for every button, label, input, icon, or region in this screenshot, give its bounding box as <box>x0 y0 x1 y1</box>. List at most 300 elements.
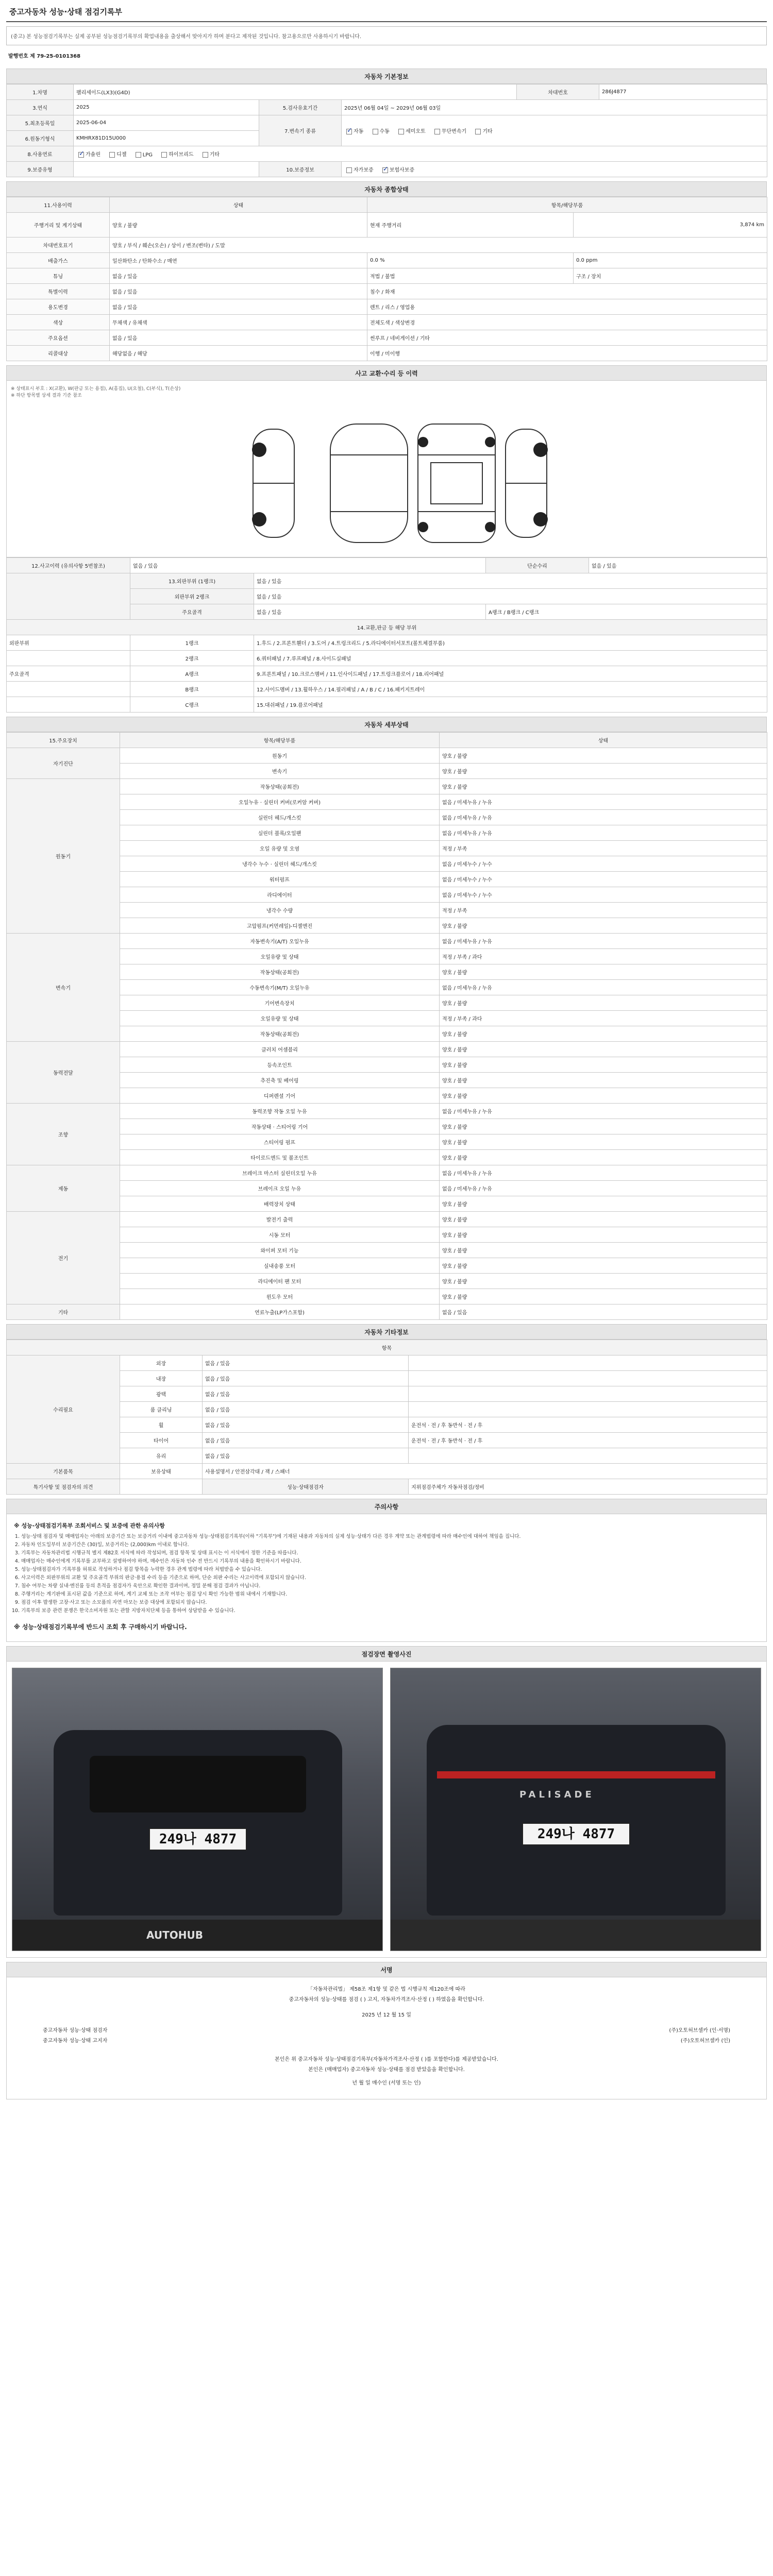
row-state: 무채색 / 유채색 <box>110 315 367 330</box>
row-detail: 전체도색 / 색상변경 <box>367 315 767 330</box>
section-detail: 자동차 세부상태 <box>6 717 767 732</box>
detail-item: 오일유량 및 상태 <box>120 1011 440 1026</box>
detail-state: 없음 / 미세누유 / 누유 <box>440 825 767 841</box>
row-state: 없음 / 있음 <box>110 330 367 346</box>
signer-value[interactable]: (주)오토허브셀카 (인·서명) <box>669 2028 730 2033</box>
detail-table <box>6 732 767 1320</box>
signer-value[interactable]: (주)오토허브셀카 (인) <box>680 2038 730 2044</box>
detail-row <box>7 825 767 841</box>
detail-row <box>7 1104 767 1119</box>
basic-label: 9.보증유형 <box>7 162 74 177</box>
car-outline-icon <box>11 398 763 553</box>
section-sign: 서명 <box>6 1962 767 1977</box>
row-label: 색상 <box>7 315 110 330</box>
detail-item: 고압펌프(커먼레일)-디젤엔진 <box>120 918 440 934</box>
other-group: 기본품목 <box>7 1464 120 1479</box>
detail-state: 적정 / 부족 / 과다 <box>440 1011 767 1026</box>
legend-text: ※ 하단 항목별 상세 결과 기준 참조 <box>11 393 82 398</box>
section-accident: 사고 교환·수리 등 이력 <box>6 365 767 381</box>
caution-item: 8. 주행거리는 계기판에 표시된 값을 기준으로 하며, 계기 교체 또는 조작 여부는 점검 당시 확인 가능한 범위 내에서 기재합니다. <box>21 1590 761 1599</box>
detail-item: 작동상태(공회전) <box>120 779 440 794</box>
row-state: 없음 / 있음 <box>110 268 367 284</box>
detail-state: 양호 / 불량 <box>440 964 767 980</box>
basic-label: 8.사용연료 <box>7 146 74 162</box>
detail-item: 스티어링 펌프 <box>120 1134 440 1150</box>
detail-row <box>7 1150 767 1165</box>
other-item: 보유상태 <box>120 1464 203 1479</box>
row-label: 외판부위 2랭크 <box>130 589 254 604</box>
sign-panel <box>6 1977 767 2099</box>
other-row <box>7 1402 767 1417</box>
detail-state: 양호 / 불량 <box>440 1134 767 1150</box>
detail-state: 양호 / 불량 <box>440 764 767 779</box>
other-state: 사용설명서 / 안전삼각대 / 잭 / 스패너 <box>203 1464 767 1479</box>
row-label: 특별이력 <box>7 284 110 299</box>
section-photo: 점검장면 촬영사진 <box>6 1646 767 1662</box>
section-other: 자동차 기타정보 <box>6 1324 767 1340</box>
section-caution: 주의사항 <box>6 1499 767 1514</box>
detail-state: 양호 / 불량 <box>440 1274 767 1289</box>
detail-item: 냉각수 수량 <box>120 903 440 918</box>
row-value: 0.0 ppm <box>574 253 767 268</box>
parts-rank: B랭크 <box>130 682 254 697</box>
other-extra <box>409 1402 767 1417</box>
detail-state: 없음 / 미세누유 / 누유 <box>440 980 767 995</box>
detail-item: 클러치 어셈블리 <box>120 1042 440 1057</box>
checkbox[interactable] <box>475 129 481 134</box>
other-row <box>7 1386 767 1402</box>
other-item: 광택 <box>120 1386 203 1402</box>
section-overall: 자동차 종합상태 <box>6 181 767 197</box>
detail-row <box>7 1165 767 1181</box>
detail-state: 없음 / 미세누유 / 누유 <box>440 1181 767 1196</box>
detail-state: 양호 / 불량 <box>440 995 767 1011</box>
detail-row <box>7 1243 767 1258</box>
detail-row <box>7 1227 767 1243</box>
col-header: 항목/해당부품 <box>120 733 440 748</box>
checkbox[interactable] <box>373 129 378 134</box>
legend-text: ※ 상태표시 부호 : X(교환), W(판금 또는 용접), A(흠집), U(요철), C(부식), T(손상) <box>11 386 181 392</box>
row-label: 용도변경 <box>7 299 110 315</box>
row-detail: 이행 / 미이행 <box>367 346 767 361</box>
detail-item: 작동상태(공회전) <box>120 1026 440 1042</box>
detail-group: 원동기 <box>7 779 120 934</box>
other-state: 없음 / 있음 <box>203 1371 409 1386</box>
taillight-icon <box>437 1771 715 1778</box>
section-basic: 자동차 기본정보 <box>6 69 767 84</box>
detail-item: 변속기 <box>120 764 440 779</box>
row-label: 배출가스 <box>7 253 110 268</box>
caution-item: 7. 침수 여부는 차량 실내·엔진룸 등의 흔적을 점검자가 육안으로 확인한 결과이며, 정밀 분해 점검 결과가 아닙니다. <box>21 1582 761 1590</box>
detail-item: 실내송풍 모터 <box>120 1258 440 1274</box>
watermark-brand: AUTOHUB <box>146 1929 203 1941</box>
col-header: 상태 <box>440 733 767 748</box>
detail-state: 양호 / 불량 <box>440 1088 767 1104</box>
checkbox[interactable] <box>382 167 388 173</box>
rear-photo <box>390 1668 761 1951</box>
parts-header: 14.교환,판금 등 해당 부위 <box>7 620 767 635</box>
checkbox[interactable] <box>203 152 208 158</box>
caution-heading: ※ 성능·상태점검기록부 조회서비스 및 보증에 관한 유의사항 <box>14 1522 165 1529</box>
parts-rank: 2랭크 <box>130 651 254 666</box>
detail-item: 기어변속장치 <box>120 995 440 1011</box>
sign-date: 2025 년 12 월 15 일 <box>362 2012 411 2018</box>
row-label: 12.사고이력 (유의사항 5번참조) <box>7 558 130 573</box>
detail-state: 양호 / 불량 <box>440 1289 767 1304</box>
sign-text: 「자동차관리법」 제58조 제1항 및 같은 법 시행규칙 제120조에 따라 <box>308 1987 465 1992</box>
other-extra <box>409 1355 767 1371</box>
basic-label: 1.차명 <box>7 84 74 100</box>
row-detail: 현재 주행거리 <box>367 213 574 238</box>
row-options: 없음 / 있음 <box>254 589 767 604</box>
document-title: 중고자동차 성능·상태 점검기록부 <box>6 0 767 22</box>
other-extra <box>409 1386 767 1402</box>
row-options: A랭크 / B랭크 / C랭크 <box>486 604 767 620</box>
detail-state: 양호 / 불량 <box>440 1150 767 1165</box>
detail-state: 양호 / 불량 <box>440 1243 767 1258</box>
row-detail: 0.0 % <box>367 253 574 268</box>
detail-row <box>7 779 767 794</box>
warranty-options: 자가보증 ✓ 보험사보증 <box>342 162 767 177</box>
detail-row <box>7 918 767 934</box>
row-options: 없음 / 있음 <box>589 558 767 573</box>
detail-item: 연료누출(LP가스포함) <box>120 1304 440 1320</box>
other-item: 휠 <box>120 1417 203 1433</box>
transmission-options: ✓ 자동 수동 세미오토 무단변속기 기타 <box>342 115 767 146</box>
parts-rank: C랭크 <box>130 697 254 713</box>
detail-state: 양호 / 불량 <box>440 1119 767 1134</box>
detail-item: 작동상태 · 스티어링 기어 <box>120 1119 440 1134</box>
caution-item: 5. 성능·상태점검자가 기록부를 허위로 작성하거나 점검 항목을 누락한 경우 관계 법령에 따라 처벌받을 수 있습니다. <box>21 1566 761 1574</box>
detail-group: 동력전달 <box>7 1042 120 1104</box>
lift-base <box>391 1920 761 1951</box>
detail-state: 양호 / 불량 <box>440 748 767 764</box>
detail-row <box>7 1304 767 1320</box>
row-state: 없음 / 있음 <box>110 284 367 299</box>
parts-group <box>7 697 130 713</box>
detail-group: 변속기 <box>7 934 120 1042</box>
parts-group <box>7 682 130 697</box>
col-header: 항목 <box>7 1340 767 1355</box>
photo-panel <box>6 1662 767 1958</box>
checkbox[interactable] <box>109 152 115 158</box>
detail-row <box>7 1196 767 1212</box>
basic-label: 5.검사유효기간 <box>259 100 342 115</box>
caution-final: ※ 성능·상태점검기록부에 반드시 조회 후 구매하시기 바랍니다. <box>14 1623 187 1631</box>
checkbox[interactable] <box>346 129 352 134</box>
detail-row <box>7 887 767 903</box>
basic-table <box>6 84 767 177</box>
row-options: 없음 / 있음 <box>254 604 486 620</box>
detail-row <box>7 1026 767 1042</box>
row-label: 리콜대상 <box>7 346 110 361</box>
detail-row <box>7 995 767 1011</box>
parts-group: 외판부위 <box>7 635 130 651</box>
detail-item: 냉각수 누수 · 실린더 헤드/개스킷 <box>120 856 440 872</box>
opinion-value <box>120 1479 203 1495</box>
checkbox[interactable] <box>136 152 141 158</box>
row-options: 없음 / 있음 <box>254 573 767 589</box>
caution-list <box>12 1533 761 1615</box>
parts-rank: 1랭크 <box>130 635 254 651</box>
other-state: 없음 / 있음 <box>203 1417 409 1433</box>
detail-state: 적정 / 부족 <box>440 903 767 918</box>
other-item: 유리 <box>120 1448 203 1464</box>
detail-row <box>7 1073 767 1088</box>
detail-state: 없음 / 있음 <box>440 1304 767 1320</box>
parts-items: 6.쿼터패널 / 7.루프패널 / 8.사이드실패널 <box>254 651 767 666</box>
detail-item: 동력조향 작동 오일 누유 <box>120 1104 440 1119</box>
checkbox[interactable] <box>434 129 440 134</box>
detail-row <box>7 949 767 964</box>
basic-label: 차대번호 <box>517 84 599 100</box>
detail-state: 양호 / 불량 <box>440 1212 767 1227</box>
detail-state: 없음 / 미세누수 / 누수 <box>440 856 767 872</box>
opinion-label: 특기사항 및 점검자의 의견 <box>7 1479 120 1495</box>
row-label: 단순수리 <box>486 558 589 573</box>
detail-row <box>7 764 767 779</box>
other-item: 타이어 <box>120 1433 203 1448</box>
caution-item: 3. 기록부는 자동차관리법 시행규칙 별지 제82호 서식에 따라 작성되며, 점검 항목 및 상태 표시는 이 서식에서 정한 기준을 따릅니다. <box>21 1549 761 1557</box>
caution-item: 2. 자동차 인도일부터 보증기간은 (30)일, 보증거리는 (2,000)km 이내로 합니다. <box>21 1541 761 1549</box>
detail-row <box>7 1042 767 1057</box>
caution-item: 1. 성능·상태 점검자 및 매매업자는 아래의 보증기간 또는 보증거리 이내에 중고자동차 성능·상태점검기록부(이하 "기록부")에 기재된 내용과 자동차의 실제 성능·상태가 다른 경우 계약 또는 관계법령에 따라 매수인에 대하여 책임을 집니다. <box>21 1533 761 1541</box>
other-state: 없음 / 있음 <box>203 1448 409 1464</box>
caution-item: 4. 매매업자는 매수인에게 기록부를 교부하고 설명하여야 하며, 매수인은 자동차 인수 전 반드시 기록부의 내용을 확인하시기 바랍니다. <box>21 1557 761 1566</box>
detail-item: 추진축 및 베어링 <box>120 1073 440 1088</box>
row-label: 주행거리 및 계기상태 <box>7 213 110 238</box>
detail-row <box>7 1274 767 1289</box>
row-detail: 침수 / 화재 <box>367 284 767 299</box>
caution-panel <box>6 1514 767 1642</box>
basic-value: KMHRX81D15U000 <box>74 131 259 146</box>
detail-state: 양호 / 불량 <box>440 779 767 794</box>
front-photo <box>12 1668 383 1951</box>
row-label: 차대번호표기 <box>7 238 110 253</box>
certificate-number: 발행번호 제 79-25-0101368 <box>8 54 81 59</box>
row-value: 구조 / 장치 <box>574 268 767 284</box>
detail-group: 자기진단 <box>7 748 120 779</box>
col-header: 항목/해당부품 <box>367 197 767 213</box>
detail-row <box>7 1212 767 1227</box>
row-label <box>7 573 130 620</box>
row-value: 3,874 km <box>574 213 767 238</box>
other-extra: 운전석 · 전 / 후 동반석 · 전 / 후 <box>409 1433 767 1448</box>
detail-group: 기타 <box>7 1304 120 1320</box>
opinion-row <box>7 1479 767 1495</box>
detail-state: 없음 / 미세누유 / 누유 <box>440 1165 767 1181</box>
detail-row <box>7 841 767 856</box>
row-detail: 썬루프 / 네비게이션 / 기타 <box>367 330 767 346</box>
col-header: 15.주요장치 <box>7 733 120 748</box>
row-label: 주요골격 <box>130 604 254 620</box>
parts-group: 주요골격 <box>7 666 130 682</box>
detail-row <box>7 856 767 872</box>
detail-state: 없음 / 미세누유 / 누유 <box>440 794 767 810</box>
parts-items: 12.사이드멤버 / 13.휠하우스 / 14.필러패널 / A / B / C / 16.패키지트레이 <box>254 682 767 697</box>
notice-box: (중고) 본 성능점검기록부는 실제 공부된 성능점검기록부의 확업내용을 출상해서 맞아지가 하며 분다고 제작된 것입니다. 참고용으로만 사용하시기 바랍니다. <box>6 26 767 45</box>
other-group: 수리필요 <box>7 1355 120 1464</box>
checkbox[interactable] <box>161 152 167 158</box>
parts-items: 9.프론트패널 / 10.크로스멤버 / 11.인사이드패널 / 17.트렁크플로어 / 18.리어패널 <box>254 666 767 682</box>
other-item: 외장 <box>120 1355 203 1371</box>
other-row <box>7 1448 767 1464</box>
row-label: 튜닝 <box>7 268 110 284</box>
detail-item: 라디에이터 <box>120 887 440 903</box>
basic-label: 5.최초등록일 <box>7 115 74 131</box>
other-state: 없음 / 있음 <box>203 1402 409 1417</box>
detail-item: 오일유량 및 상태 <box>120 949 440 964</box>
other-item: 룸 클리닝 <box>120 1402 203 1417</box>
detail-item: 시동 모터 <box>120 1227 440 1243</box>
detail-item: 와이퍼 모터 기능 <box>120 1243 440 1258</box>
other-state: 없음 / 있음 <box>203 1355 409 1371</box>
detail-row <box>7 1289 767 1304</box>
row-state: 일산화탄소 / 탄화수소 / 매연 <box>110 253 367 268</box>
basic-label: 3.연식 <box>7 100 74 115</box>
row-state: 양호 / 불량 <box>110 213 367 238</box>
detail-group: 전기 <box>7 1212 120 1304</box>
detail-item: 타이로드엔드 및 볼조인트 <box>120 1150 440 1165</box>
detail-row <box>7 1119 767 1134</box>
detail-row <box>7 1181 767 1196</box>
detail-state: 양호 / 불량 <box>440 1073 767 1088</box>
detail-group: 조향 <box>7 1104 120 1165</box>
license-plate: 249나 4877 <box>522 1823 630 1845</box>
detail-row <box>7 810 767 825</box>
other-state: 없음 / 있음 <box>203 1386 409 1402</box>
parts-items: 1.후드 / 2.프론트휀더 / 3.도어 / 4.트렁크리드 / 5.라디에이터서포트(볼트체결부품) <box>254 635 767 651</box>
basic-label: 6.원동기형식 <box>7 131 74 146</box>
detail-row <box>7 1134 767 1150</box>
other-state: 없음 / 있음 <box>203 1433 409 1448</box>
detail-item: 디퍼렌셜 기어 <box>120 1088 440 1104</box>
basic-label: 7.변속기 종류 <box>259 115 342 146</box>
row-detail: 적법 / 불법 <box>367 268 574 284</box>
other-row <box>7 1355 767 1371</box>
checkbox[interactable] <box>398 129 404 134</box>
detail-state: 양호 / 불량 <box>440 1026 767 1042</box>
detail-item: 발전기 출력 <box>120 1212 440 1227</box>
detail-row <box>7 794 767 810</box>
row-label: 13.외판부위 (1랭크) <box>130 573 254 589</box>
detail-item: 실린더 헤드/개스킷 <box>120 810 440 825</box>
detail-state: 적정 / 부족 / 과다 <box>440 949 767 964</box>
document <box>6 0 767 2576</box>
sign-text: 중고자동차의 성능·상태를 점검 ( ) 고지, 자동차가격조사·산정 ( ) 하였음을 확인합니다. <box>289 1997 484 2003</box>
detail-item: 원동기 <box>120 748 440 764</box>
fuel-options: ✓ 가솔린 디젤 LPG 하이브리드 기타 <box>74 146 767 162</box>
opinion-label: 성능·상태점검자 <box>203 1479 409 1495</box>
overall-table <box>6 197 767 361</box>
detail-row <box>7 748 767 764</box>
detail-item: 등속조인트 <box>120 1057 440 1073</box>
sign-text: 본인은 (매매업자) 중고자동차 성능·상태를 점검 받았음을 확인합니다. <box>308 2067 465 2073</box>
caution-item: 6. 사고이력은 외판부위의 교환 및 주요골격 부위의 판금·용접 수리 등을 기준으로 하며, 단순 외판 수리는 사고이력에 포함되지 않습니다. <box>21 1574 761 1582</box>
other-table <box>6 1340 767 1495</box>
grille-icon <box>90 1756 306 1812</box>
other-row <box>7 1417 767 1433</box>
parts-group <box>7 651 130 666</box>
row-detail: 렌트 / 리스 / 영업용 <box>367 299 767 315</box>
detail-row <box>7 964 767 980</box>
detail-item: 오일 유량 및 오염 <box>120 841 440 856</box>
row-state: 없음 / 있음 <box>110 299 367 315</box>
other-extra <box>409 1371 767 1386</box>
detail-item: 배력장치 상태 <box>120 1196 440 1212</box>
detail-item: 작동상태(공회전) <box>120 964 440 980</box>
other-item: 내장 <box>120 1371 203 1386</box>
car-rear-icon <box>427 1725 726 1916</box>
receiver-line[interactable]: 년 월 일 매수인 (서명 또는 인) <box>352 2080 421 2086</box>
basic-value: 286J4877 <box>599 84 767 100</box>
col-header: 11.사용이력 <box>7 197 110 213</box>
detail-row <box>7 934 767 949</box>
caution-item: 9. 점검 이후 발생한 고장·사고 또는 소모품의 자연 마모는 보증 대상에 포함되지 않습니다. <box>21 1599 761 1607</box>
detail-item: 윈도우 모터 <box>120 1289 440 1304</box>
detail-state: 양호 / 불량 <box>440 1227 767 1243</box>
car-diagram <box>11 398 762 553</box>
row-label: 주요옵션 <box>7 330 110 346</box>
detail-state: 없음 / 미세누유 / 누유 <box>440 810 767 825</box>
detail-item: 수동변속기(M/T) 오일누유 <box>120 980 440 995</box>
other-row <box>7 1371 767 1386</box>
detail-row <box>7 872 767 887</box>
detail-row <box>7 1258 767 1274</box>
detail-state: 양호 / 불량 <box>440 1042 767 1057</box>
col-header: 상태 <box>110 197 367 213</box>
detail-state: 없음 / 미세누유 / 누유 <box>440 934 767 949</box>
accident-table <box>6 557 767 713</box>
detail-row <box>7 903 767 918</box>
basic-value: 2025년 06월 04일 ~ 2029년 06월 03일 <box>342 100 767 115</box>
license-plate: 249나 4877 <box>149 1828 247 1851</box>
detail-state: 양호 / 불량 <box>440 1196 767 1212</box>
detail-state: 없음 / 미세누유 / 누유 <box>440 1104 767 1119</box>
detail-item: 브레이크 마스터 실린더오일 누유 <box>120 1165 440 1181</box>
basic-label: 10.보증정보 <box>259 162 342 177</box>
signer-label: 중고자동차 성능·상태 점검자 <box>43 2028 108 2033</box>
detail-state: 없음 / 미세누수 / 누수 <box>440 887 767 903</box>
caution-item: 10. 기록부의 보증 관련 분쟁은 한국소비자원 또는 관할 지방자치단체 등을 통하여 상담받을 수 있습니다. <box>21 1607 761 1615</box>
basic-value: 2025 <box>74 100 259 115</box>
checkbox[interactable] <box>78 152 84 158</box>
detail-state: 양호 / 불량 <box>440 918 767 934</box>
parts-items: 15.대쉬패널 / 19.플로어패널 <box>254 697 767 713</box>
other-extra <box>409 1448 767 1464</box>
sign-row <box>12 2036 761 2046</box>
detail-row <box>7 980 767 995</box>
signer-label: 중고자동차 성능·상태 고지자 <box>43 2038 108 2044</box>
detail-state: 없음 / 미세누수 / 누수 <box>440 872 767 887</box>
detail-state: 양호 / 불량 <box>440 1258 767 1274</box>
other-row <box>7 1433 767 1448</box>
basic-value <box>74 162 259 177</box>
basic-value: 2025-06-04 <box>74 115 259 131</box>
detail-row <box>7 1088 767 1104</box>
opinion-value: 지위점검주체가 자동차점검/정비 <box>409 1479 767 1495</box>
detail-item: 라디에이터 팬 모터 <box>120 1274 440 1289</box>
detail-item: 실린더 블록/오일팬 <box>120 825 440 841</box>
other-row <box>7 1464 767 1479</box>
detail-state: 양호 / 불량 <box>440 1057 767 1073</box>
other-extra: 운전석 · 전 / 후 동반석 · 전 / 후 <box>409 1417 767 1433</box>
detail-row <box>7 1011 767 1026</box>
detail-item: 오일누유 · 실린더 커버(로커암 커버) <box>120 794 440 810</box>
detail-state: 적정 / 부족 <box>440 841 767 856</box>
row-state: 양호 / 부식 / 훼손(오손) / 상이 / 변조(변타) / 도말 <box>110 238 767 253</box>
checkbox[interactable] <box>346 167 352 173</box>
